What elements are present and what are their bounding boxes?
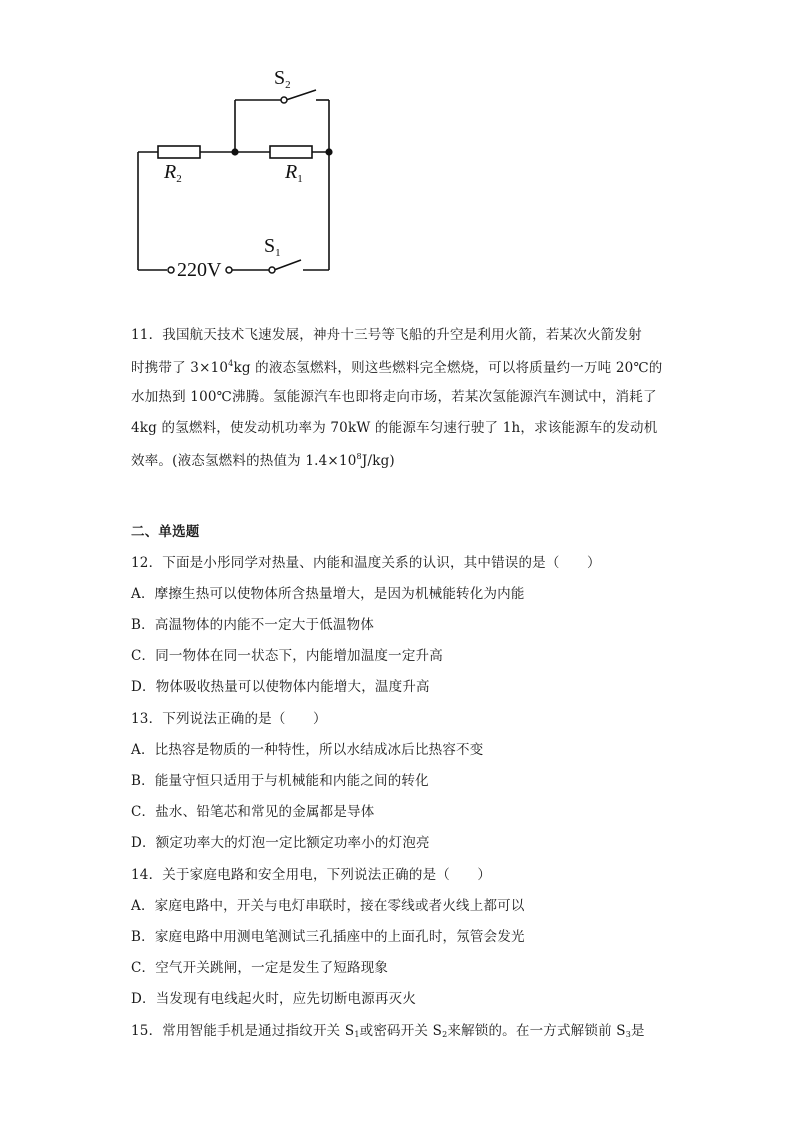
q14-option-b: B．家庭电路中用测电笔测试三孔插座中的上面孔时，氖管会发光 — [131, 929, 525, 945]
q11-line4: 4kg 的氢燃料，使发动机功率为 70kW 的能源车匀速行驶了 1h，求该能源车的发动机 — [131, 420, 658, 436]
q14-option-c: C．空气开关跳闸，一定是发生了短路现象 — [131, 960, 389, 976]
s1-blade — [274, 260, 301, 270]
junction-dot-left — [231, 148, 238, 155]
s1-contact — [269, 267, 275, 273]
label-s2: $S_2$ — [274, 67, 291, 91]
q12-option-d: D．物体吸收热量可以使物体内能增大，温度升高 — [131, 679, 430, 695]
q13-option-b: B．能量守恒只适用于与机械能和内能之间的转化 — [131, 773, 429, 789]
q15-stem: 15．常用智能手机是通过指纹开关 $S_1$或密码开关 $S_2$来解锁的。在一方式解锁前 $S_3$是 — [131, 1023, 645, 1039]
source-terminal-right — [226, 267, 232, 273]
q14-option-d: D．当发现有电线起火时，应先切断电源再灭火 — [131, 991, 417, 1007]
q11-line1: 11．我国航天技术飞速发展，神舟十三号等飞船的升空是利用火箭，若某次火箭发射 — [131, 327, 642, 343]
q12-stem: 12．下面是小彤同学对热量、内能和温度关系的认识，其中错误的是（ ） — [131, 555, 601, 571]
q11-line2: 时携带了 $3\times 10^4kg$ 的液态氢燃料，则这些燃料完全燃烧，可以将质量约一万吨 20℃的 — [131, 359, 663, 376]
label-voltage-source: 220V — [177, 259, 222, 281]
junction-dot-right — [325, 148, 332, 155]
q13-option-a: A．比热容是物质的一种特性，所以水结成冰后比热容不变 — [131, 742, 484, 758]
resistor-r1-symbol — [270, 146, 312, 158]
circuit-diagram — [120, 60, 350, 295]
q13-option-c: C．盐水、铅笔芯和常见的金属都是导体 — [131, 804, 375, 820]
label-r1: $R_1$ — [285, 161, 303, 185]
circuit-drawing — [120, 60, 350, 295]
q11-line5: 效率。(液态氢燃料的热值为 $1.4\times 10^8J/kg$) — [131, 452, 395, 469]
q11-line3: 水加热到 100℃沸腾。氢能源汽车也即将走向市场，若某次氢能源汽车测试中，消耗了 — [131, 389, 657, 405]
source-terminal-left — [168, 267, 174, 273]
q12-option-a: A．摩擦生热可以使物体所含热量增大，是因为机械能转化为内能 — [131, 586, 525, 602]
q13-stem: 13．下列说法正确的是（ ） — [131, 711, 327, 727]
label-s1: $S_1$ — [264, 235, 281, 259]
s2-blade — [286, 90, 316, 100]
s2-contact — [281, 97, 287, 103]
q14-option-a: A．家庭电路中，开关与电灯串联时，接在零线或者火线上都可以 — [131, 898, 525, 914]
label-r2: $R_2$ — [164, 161, 182, 185]
resistor-r2-symbol — [158, 146, 200, 158]
q13-option-d: D．额定功率大的灯泡一定比额定功率小的灯泡亮 — [131, 835, 430, 851]
q12-option-b: B．高温物体的内能不一定大于低温物体 — [131, 617, 375, 633]
q14-stem: 14．关于家庭电路和安全用电，下列说法正确的是（ ） — [131, 867, 492, 883]
section-title-single-choice: 二、单选题 — [131, 524, 200, 540]
q12-option-c: C．同一物体在同一状态下，内能增加温度一定升高 — [131, 648, 443, 664]
